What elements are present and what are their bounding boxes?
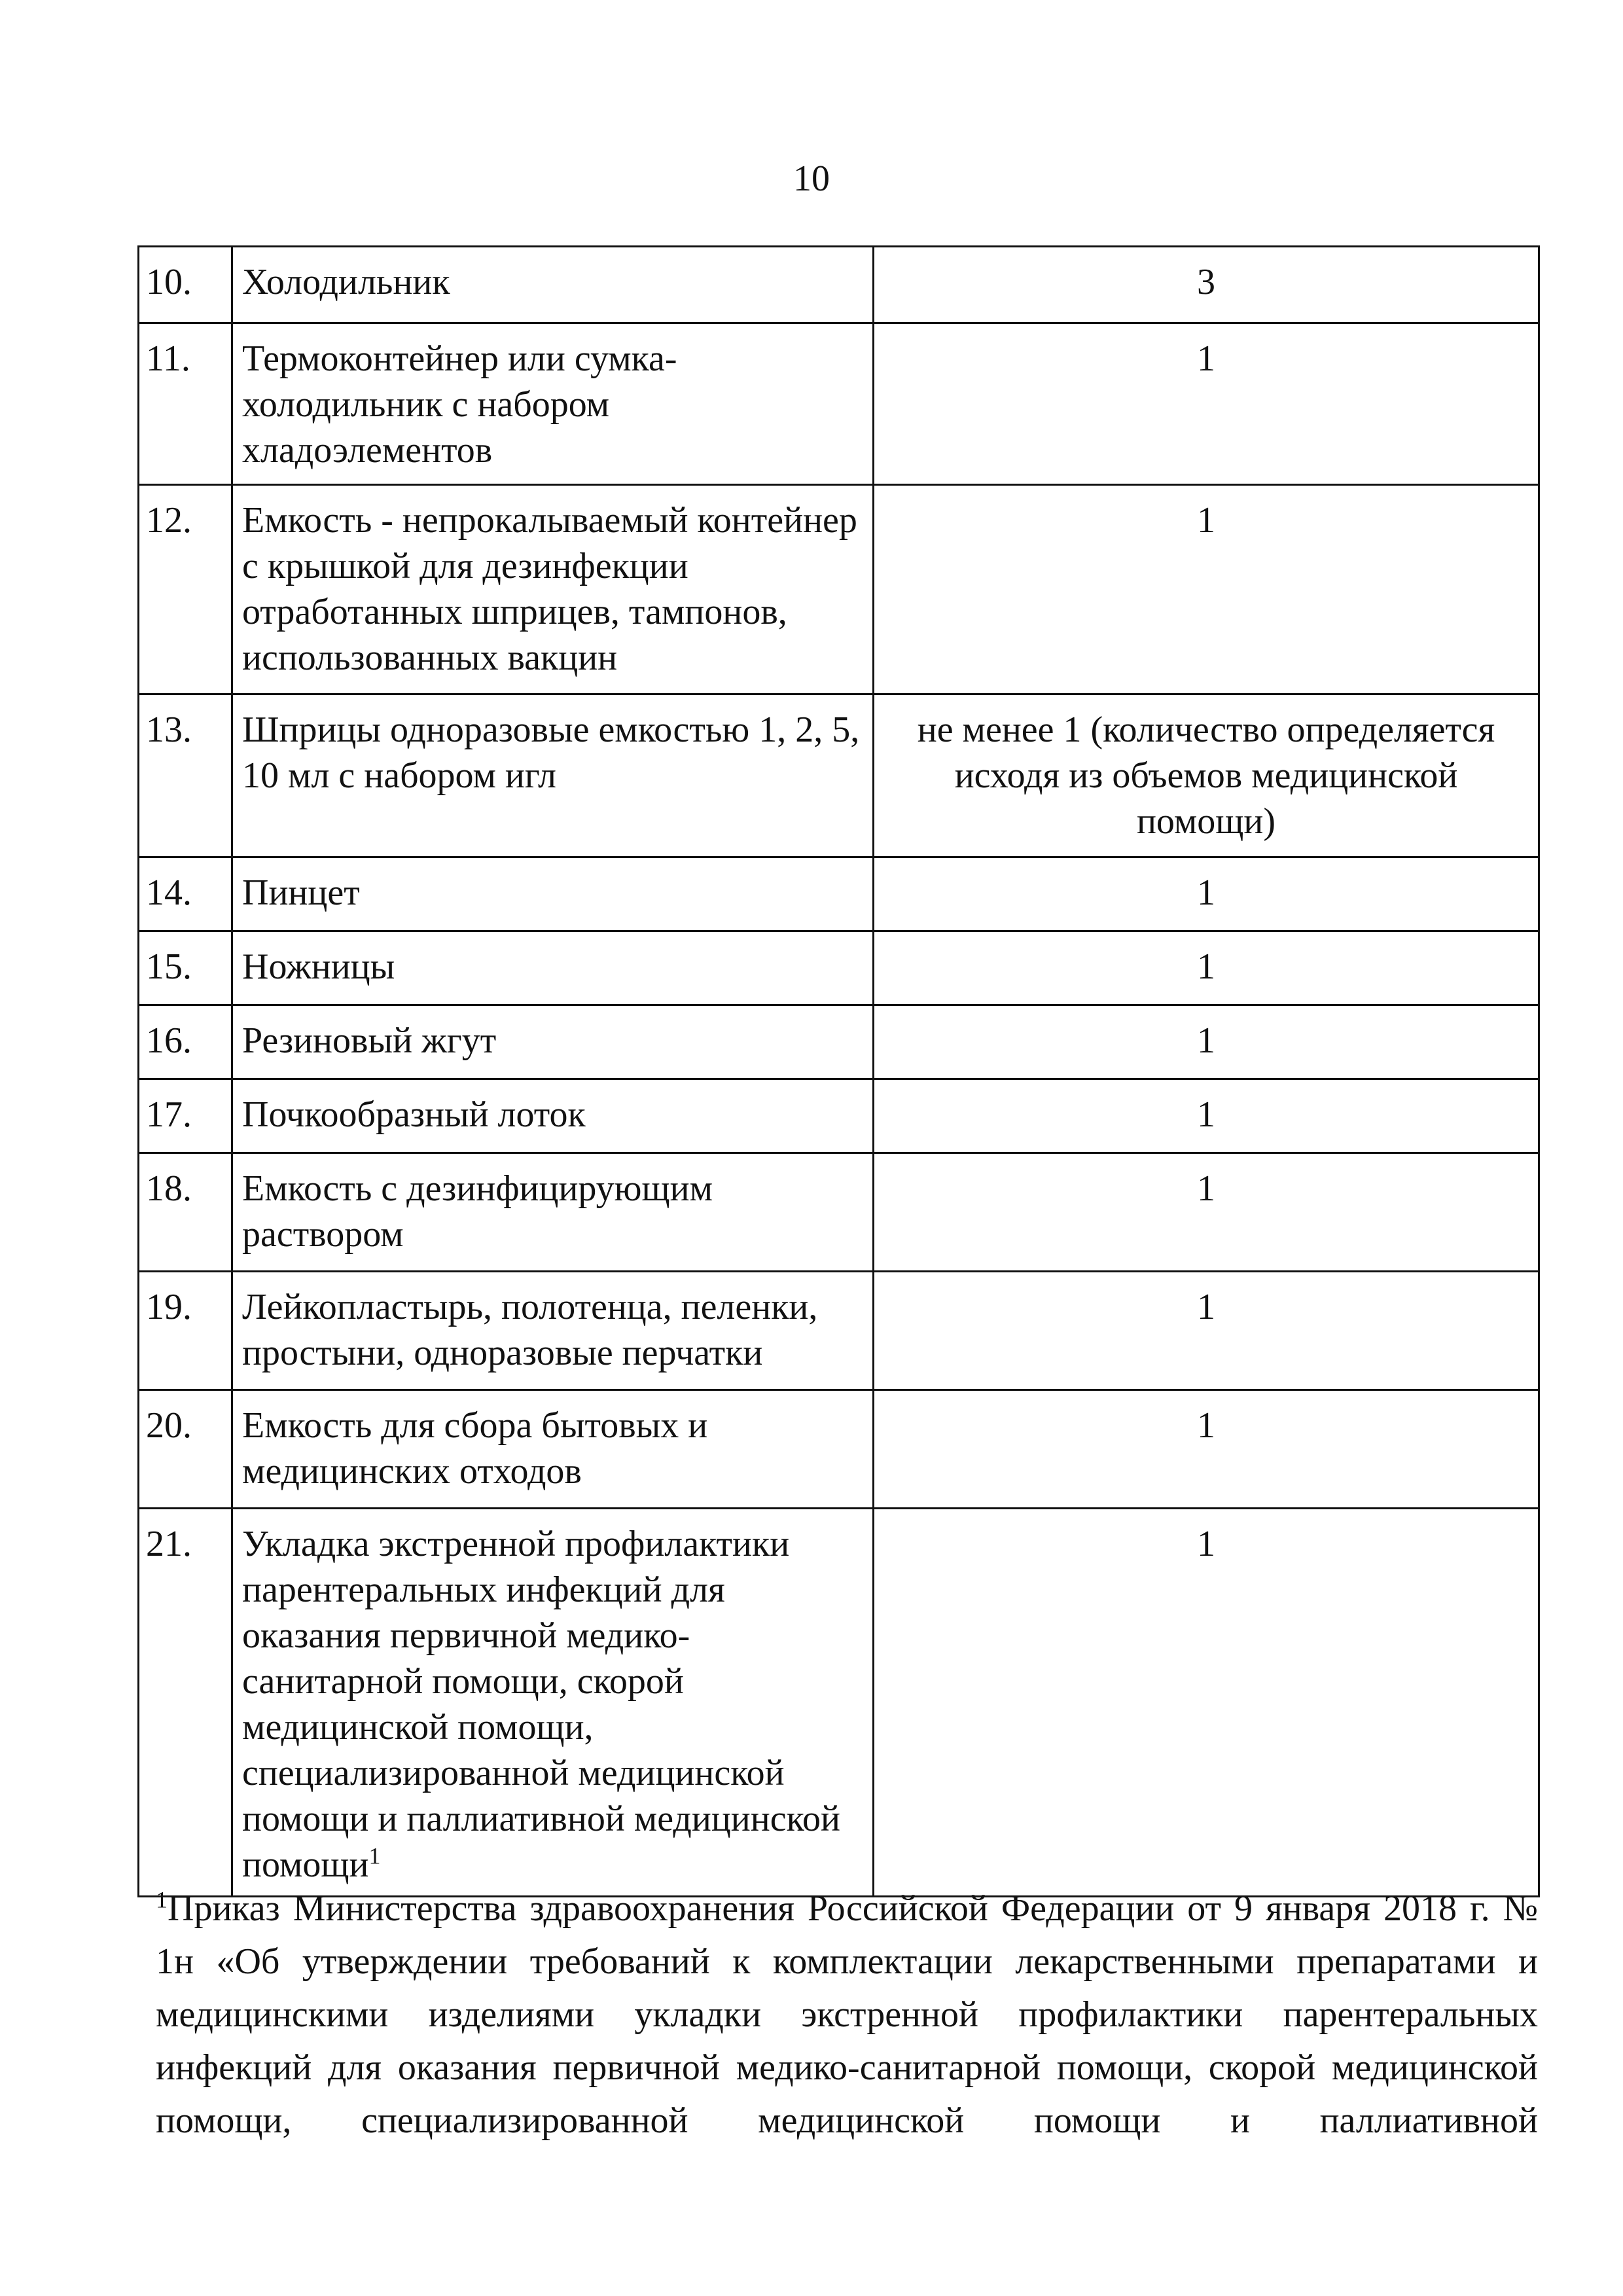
table-row [139, 931, 1539, 1005]
table-row [139, 323, 1539, 485]
item-name: Почкообразный лоток [232, 1079, 874, 1153]
table-row [139, 1390, 1539, 1509]
row-number: 14. [139, 857, 232, 931]
footnote-marker: 1 [156, 1886, 168, 1913]
table-row [139, 1509, 1539, 1897]
row-number: 15. [139, 931, 232, 1005]
item-quantity: 1 [874, 1272, 1539, 1390]
item-quantity: 1 [874, 1153, 1539, 1272]
item-name: Ножницы [232, 931, 874, 1005]
item-quantity: не менее 1 (количество определяется исходя из объемов медицинской помощи) [874, 694, 1539, 857]
row-number: 13. [139, 694, 232, 857]
item-quantity: 1 [874, 1079, 1539, 1153]
item-name: Емкость с дезинфицирующим раствором [232, 1153, 874, 1272]
equipment-table [137, 245, 1540, 1897]
row-number: 11. [139, 323, 232, 485]
row-number: 12. [139, 485, 232, 694]
item-quantity: 1 [874, 1005, 1539, 1079]
footnote-reference: 1 [368, 1842, 381, 1869]
item-name: Холодильник [232, 247, 874, 323]
row-number: 19. [139, 1272, 232, 1390]
row-number: 16. [139, 1005, 232, 1079]
item-name: Емкость для сбора бытовых и медицинских отходов [232, 1390, 874, 1509]
table-row [139, 247, 1539, 323]
table-row [139, 1079, 1539, 1153]
footnote [156, 1882, 1538, 2147]
table-row [139, 857, 1539, 931]
item-name: Емкость - непрокалываемый контейнер с крышкой для дезинфекции отработанных шприцев, тампонов, использованных вакцин [232, 485, 874, 694]
row-number: 18. [139, 1153, 232, 1272]
item-name: Лейкопластырь, полотенца, пеленки, простыни, одноразовые перчатки [232, 1272, 874, 1390]
item-name: Пинцет [232, 857, 874, 931]
row-number: 10. [139, 247, 232, 323]
row-number: 20. [139, 1390, 232, 1509]
item-quantity: 1 [874, 485, 1539, 694]
row-number: 17. [139, 1079, 232, 1153]
table-row [139, 1005, 1539, 1079]
table-row [139, 485, 1539, 694]
table-row [139, 694, 1539, 857]
item-name: Термоконтейнер или сумка-холодильник с набором хладоэлементов [232, 323, 874, 485]
item-name-text: Укладка экстренной профилактики парентеральных инфекций для оказания первичной медико-санитарной помощи, скорой медицинской помощи, специализированной медицинской помощи и паллиативной медицинской помощи [242, 1524, 840, 1885]
item-name: Резиновый жгут [232, 1005, 874, 1079]
equipment-table-body [139, 247, 1539, 1897]
table-row [139, 1272, 1539, 1390]
item-quantity: 1 [874, 857, 1539, 931]
item-quantity: 1 [874, 323, 1539, 485]
item-name [232, 1509, 874, 1897]
item-quantity: 1 [874, 1509, 1539, 1897]
row-number: 21. [139, 1509, 232, 1897]
item-quantity: 3 [874, 247, 1539, 323]
item-quantity: 1 [874, 931, 1539, 1005]
footnote-text: Приказ Министерства здравоохранения Российской Федерации от 9 января 2018 г. № 1н «Об утверждении требований к комплектации лекарственными препаратами и медицинскими изделиями укладки экстренной профилактики парентеральных инфекций для оказания первичной медико-санитарной помощи, скорой медицинской помощи, специализированной медицинской помощи и паллиативной [156, 1888, 1538, 2141]
page-number: 10 [793, 158, 830, 199]
item-name: Шприцы одноразовые емкостью 1, 2, 5, 10 мл с набором игл [232, 694, 874, 857]
item-quantity: 1 [874, 1390, 1539, 1509]
table-row [139, 1153, 1539, 1272]
